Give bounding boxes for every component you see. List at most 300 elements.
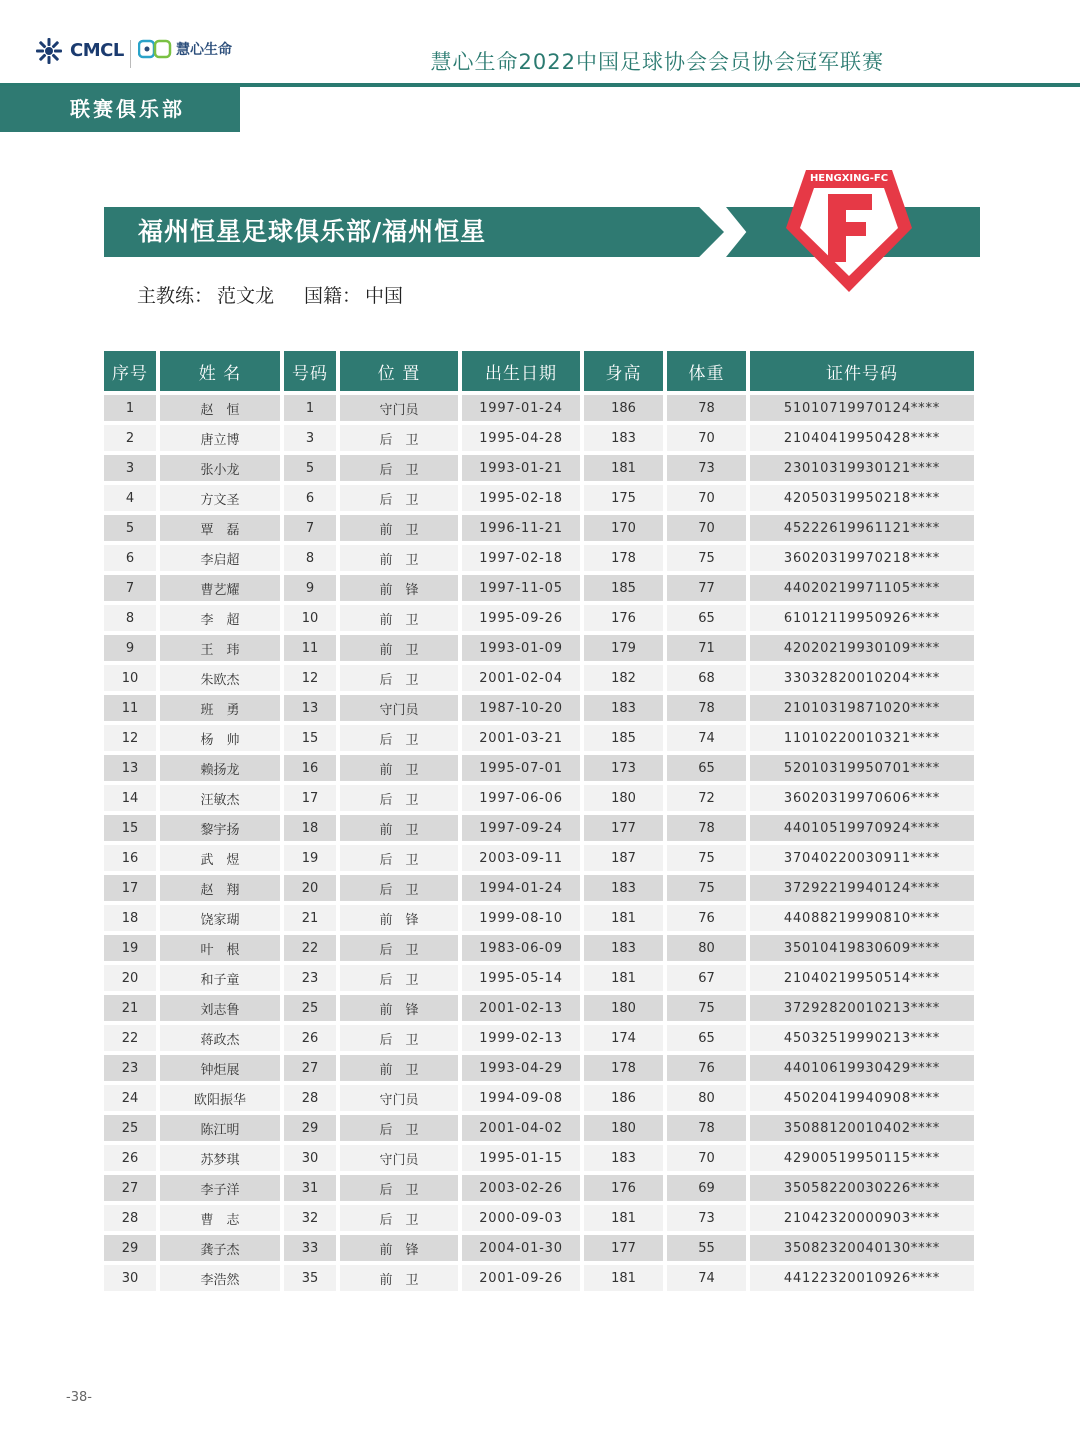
cell-height: 185 bbox=[584, 575, 663, 601]
cell-birthdate: 1994-01-24 bbox=[462, 875, 580, 901]
nationality-label: 国籍： bbox=[304, 285, 362, 307]
cell-weight: 70 bbox=[667, 485, 746, 511]
cell-weight: 70 bbox=[667, 515, 746, 541]
cell-index: 14 bbox=[104, 785, 156, 811]
cell-id-number: 44088219990810**** bbox=[750, 905, 974, 931]
cell-id-number: 11010220010321**** bbox=[750, 725, 974, 751]
cell-height: 178 bbox=[584, 545, 663, 571]
table-row bbox=[104, 1145, 974, 1171]
table-row bbox=[104, 1085, 974, 1111]
cell-id-number: 36020319970218**** bbox=[750, 545, 974, 571]
cell-id-number: 35058220030226**** bbox=[750, 1175, 974, 1201]
cell-height: 177 bbox=[584, 1235, 663, 1261]
cell-height: 181 bbox=[584, 1265, 663, 1291]
cell-number: 30 bbox=[284, 1145, 336, 1171]
cell-number: 9 bbox=[284, 575, 336, 601]
cell-index: 24 bbox=[104, 1085, 156, 1111]
cell-height: 186 bbox=[584, 1085, 663, 1111]
cell-birthdate: 1987-10-20 bbox=[462, 695, 580, 721]
cell-index: 6 bbox=[104, 545, 156, 571]
cell-birthdate: 1997-11-05 bbox=[462, 575, 580, 601]
cell-name: 赖扬龙 bbox=[160, 755, 280, 781]
table-row bbox=[104, 815, 974, 841]
cell-position: 守门员 bbox=[340, 1085, 458, 1111]
cell-id-number: 21040219950514**** bbox=[750, 965, 974, 991]
table-row bbox=[104, 755, 974, 781]
cell-position: 前 卫 bbox=[340, 605, 458, 631]
cell-index: 28 bbox=[104, 1205, 156, 1231]
cell-index: 16 bbox=[104, 845, 156, 871]
cell-birthdate: 1996-11-21 bbox=[462, 515, 580, 541]
cell-number: 27 bbox=[284, 1055, 336, 1081]
cell-number: 16 bbox=[284, 755, 336, 781]
huixin-logo bbox=[138, 38, 232, 62]
cell-id-number: 45020419940908**** bbox=[750, 1085, 974, 1111]
table-row bbox=[104, 935, 974, 961]
cell-birthdate: 1993-01-09 bbox=[462, 635, 580, 661]
club-badge-text: HENGXING-FC bbox=[809, 173, 889, 184]
cell-id-number: 33032820010204**** bbox=[750, 665, 974, 691]
cell-name: 曹 志 bbox=[160, 1205, 280, 1231]
cell-weight: 78 bbox=[667, 395, 746, 421]
cell-position: 后 卫 bbox=[340, 425, 458, 451]
table-row bbox=[104, 1205, 974, 1231]
cell-id-number: 21042320000903**** bbox=[750, 1205, 974, 1231]
table-row bbox=[104, 545, 974, 571]
cell-position: 后 卫 bbox=[340, 1205, 458, 1231]
cell-id-number: 42900519950115**** bbox=[750, 1145, 974, 1171]
cell-id-number: 42020219930109**** bbox=[750, 635, 974, 661]
table-row bbox=[104, 395, 974, 421]
cell-id-number: 21010319871020**** bbox=[750, 695, 974, 721]
cmcl-logo-icon bbox=[34, 36, 64, 66]
cell-position: 守门员 bbox=[340, 695, 458, 721]
cell-position: 前 卫 bbox=[340, 1265, 458, 1291]
cell-id-number: 52010319950701**** bbox=[750, 755, 974, 781]
cell-number: 32 bbox=[284, 1205, 336, 1231]
cell-birthdate: 1997-06-06 bbox=[462, 785, 580, 811]
table-row bbox=[104, 1175, 974, 1201]
cell-name: 王 玮 bbox=[160, 635, 280, 661]
cell-name: 朱欧杰 bbox=[160, 665, 280, 691]
cell-height: 174 bbox=[584, 1025, 663, 1051]
cell-weight: 69 bbox=[667, 1175, 746, 1201]
huixin-logo-text: 慧心生命 bbox=[176, 42, 232, 58]
cell-number: 29 bbox=[284, 1115, 336, 1141]
cell-position: 前 锋 bbox=[340, 995, 458, 1021]
cell-number: 25 bbox=[284, 995, 336, 1021]
cell-index: 26 bbox=[104, 1145, 156, 1171]
cell-weight: 72 bbox=[667, 785, 746, 811]
cell-birthdate: 2001-02-13 bbox=[462, 995, 580, 1021]
cell-name: 苏梦琪 bbox=[160, 1145, 280, 1171]
cell-number: 35 bbox=[284, 1265, 336, 1291]
cell-number: 6 bbox=[284, 485, 336, 511]
cell-name: 李 超 bbox=[160, 605, 280, 631]
cell-height: 183 bbox=[584, 695, 663, 721]
cell-position: 前 卫 bbox=[340, 545, 458, 571]
header-weight: 体重 bbox=[667, 351, 746, 391]
cell-id-number: 36020319970606**** bbox=[750, 785, 974, 811]
cell-index: 17 bbox=[104, 875, 156, 901]
cell-index: 11 bbox=[104, 695, 156, 721]
header-height: 身高 bbox=[584, 351, 663, 391]
cell-number: 28 bbox=[284, 1085, 336, 1111]
cell-id-number: 37292219940124**** bbox=[750, 875, 974, 901]
table-row bbox=[104, 605, 974, 631]
cell-height: 181 bbox=[584, 905, 663, 931]
cell-id-number: 37292820010213**** bbox=[750, 995, 974, 1021]
cell-number: 1 bbox=[284, 395, 336, 421]
cell-number: 11 bbox=[284, 635, 336, 661]
cell-position: 后 卫 bbox=[340, 845, 458, 871]
cell-weight: 77 bbox=[667, 575, 746, 601]
cell-weight: 75 bbox=[667, 995, 746, 1021]
roster-body bbox=[104, 395, 974, 1291]
cell-position: 后 卫 bbox=[340, 785, 458, 811]
cell-weight: 74 bbox=[667, 1265, 746, 1291]
cell-position: 前 锋 bbox=[340, 575, 458, 601]
cell-position: 后 卫 bbox=[340, 1115, 458, 1141]
cell-weight: 73 bbox=[667, 455, 746, 481]
cell-weight: 80 bbox=[667, 1085, 746, 1111]
cell-birthdate: 1995-01-15 bbox=[462, 1145, 580, 1171]
cell-index: 19 bbox=[104, 935, 156, 961]
cell-birthdate: 1995-09-26 bbox=[462, 605, 580, 631]
cell-birthdate: 2001-02-04 bbox=[462, 665, 580, 691]
cell-height: 183 bbox=[584, 1145, 663, 1171]
coach-name: 范文龙 bbox=[217, 285, 275, 307]
cell-index: 22 bbox=[104, 1025, 156, 1051]
table-header-row bbox=[104, 351, 974, 391]
club-name: 福州恒星足球俱乐部/福州恒星 bbox=[138, 217, 487, 246]
cell-name: 和子童 bbox=[160, 965, 280, 991]
cell-birthdate: 2004-01-30 bbox=[462, 1235, 580, 1261]
cell-id-number: 35082320040130**** bbox=[750, 1235, 974, 1261]
cell-index: 18 bbox=[104, 905, 156, 931]
cell-position: 后 卫 bbox=[340, 965, 458, 991]
header-name: 姓 名 bbox=[160, 351, 280, 391]
cell-weight: 75 bbox=[667, 845, 746, 871]
cell-height: 187 bbox=[584, 845, 663, 871]
cell-id-number: 45032519990213**** bbox=[750, 1025, 974, 1051]
cell-height: 181 bbox=[584, 1205, 663, 1231]
table-row bbox=[104, 455, 974, 481]
coach-info bbox=[137, 281, 407, 308]
cell-name: 方文圣 bbox=[160, 485, 280, 511]
cell-birthdate: 1995-05-14 bbox=[462, 965, 580, 991]
cell-birthdate: 2003-09-11 bbox=[462, 845, 580, 871]
cell-birthdate: 1997-01-24 bbox=[462, 395, 580, 421]
cell-position: 守门员 bbox=[340, 1145, 458, 1171]
cell-name: 李启超 bbox=[160, 545, 280, 571]
table-row bbox=[104, 1115, 974, 1141]
cell-number: 12 bbox=[284, 665, 336, 691]
cell-height: 181 bbox=[584, 965, 663, 991]
cell-name: 饶家瑚 bbox=[160, 905, 280, 931]
cell-index: 13 bbox=[104, 755, 156, 781]
header-index: 序号 bbox=[104, 351, 156, 391]
cell-index: 10 bbox=[104, 665, 156, 691]
cell-id-number: 61012119950926**** bbox=[750, 605, 974, 631]
cell-index: 30 bbox=[104, 1265, 156, 1291]
cell-birthdate: 1993-04-29 bbox=[462, 1055, 580, 1081]
cell-name: 武 煜 bbox=[160, 845, 280, 871]
cell-weight: 76 bbox=[667, 905, 746, 931]
cell-height: 180 bbox=[584, 995, 663, 1021]
cell-number: 31 bbox=[284, 1175, 336, 1201]
cell-index: 8 bbox=[104, 605, 156, 631]
table-row bbox=[104, 575, 974, 601]
cell-position: 前 卫 bbox=[340, 815, 458, 841]
cell-position: 守门员 bbox=[340, 395, 458, 421]
cell-name: 班 勇 bbox=[160, 695, 280, 721]
table-row bbox=[104, 665, 974, 691]
cell-position: 后 卫 bbox=[340, 665, 458, 691]
cell-number: 10 bbox=[284, 605, 336, 631]
cmcl-logo bbox=[34, 36, 124, 66]
cell-name: 杨 帅 bbox=[160, 725, 280, 751]
cell-id-number: 23010319930121**** bbox=[750, 455, 974, 481]
cell-position: 后 卫 bbox=[340, 935, 458, 961]
cell-position: 后 卫 bbox=[340, 875, 458, 901]
cell-number: 13 bbox=[284, 695, 336, 721]
cell-id-number: 44122320010926**** bbox=[750, 1265, 974, 1291]
cell-position: 后 卫 bbox=[340, 1025, 458, 1051]
table-row bbox=[104, 875, 974, 901]
cell-name: 欧阳振华 bbox=[160, 1085, 280, 1111]
table-row bbox=[104, 425, 974, 451]
cell-name: 叶 根 bbox=[160, 935, 280, 961]
table-row bbox=[104, 515, 974, 541]
cell-name: 陈江明 bbox=[160, 1115, 280, 1141]
cell-index: 23 bbox=[104, 1055, 156, 1081]
cell-id-number: 37040220030911**** bbox=[750, 845, 974, 871]
cell-name: 李子洋 bbox=[160, 1175, 280, 1201]
league-title: 慧心生命2022中国足球协会会员协会冠军联赛 bbox=[430, 50, 884, 74]
header-birthdate: 出生日期 bbox=[462, 351, 580, 391]
cell-number: 7 bbox=[284, 515, 336, 541]
cell-name: 汪敏杰 bbox=[160, 785, 280, 811]
cell-height: 186 bbox=[584, 395, 663, 421]
cell-birthdate: 2000-09-03 bbox=[462, 1205, 580, 1231]
cell-height: 183 bbox=[584, 425, 663, 451]
cell-number: 21 bbox=[284, 905, 336, 931]
table-row bbox=[104, 695, 974, 721]
cell-weight: 65 bbox=[667, 755, 746, 781]
cell-index: 29 bbox=[104, 1235, 156, 1261]
logo-divider bbox=[130, 40, 131, 68]
cell-weight: 67 bbox=[667, 965, 746, 991]
cell-height: 177 bbox=[584, 815, 663, 841]
table-row bbox=[104, 995, 974, 1021]
cell-name: 李浩然 bbox=[160, 1265, 280, 1291]
cell-height: 173 bbox=[584, 755, 663, 781]
cell-position: 前 卫 bbox=[340, 1055, 458, 1081]
cell-name: 刘志鲁 bbox=[160, 995, 280, 1021]
cell-weight: 65 bbox=[667, 605, 746, 631]
cell-weight: 80 bbox=[667, 935, 746, 961]
cell-weight: 65 bbox=[667, 1025, 746, 1051]
cell-height: 185 bbox=[584, 725, 663, 751]
table-row bbox=[104, 635, 974, 661]
cell-position: 前 锋 bbox=[340, 1235, 458, 1261]
cell-index: 3 bbox=[104, 455, 156, 481]
cell-number: 23 bbox=[284, 965, 336, 991]
cell-number: 20 bbox=[284, 875, 336, 901]
cell-name: 黎宇扬 bbox=[160, 815, 280, 841]
page-header bbox=[0, 0, 1080, 86]
cell-id-number: 35088120010402**** bbox=[750, 1115, 974, 1141]
header-id-number: 证件号码 bbox=[750, 351, 974, 391]
cell-id-number: 51010719970124**** bbox=[750, 395, 974, 421]
cell-height: 170 bbox=[584, 515, 663, 541]
cell-weight: 71 bbox=[667, 635, 746, 661]
cell-id-number: 42050319950218**** bbox=[750, 485, 974, 511]
huixin-logo-icon bbox=[138, 38, 172, 62]
cell-birthdate: 2003-02-26 bbox=[462, 1175, 580, 1201]
cell-birthdate: 1983-06-09 bbox=[462, 935, 580, 961]
cell-number: 5 bbox=[284, 455, 336, 481]
cell-id-number: 21040419950428**** bbox=[750, 425, 974, 451]
cell-birthdate: 1999-02-13 bbox=[462, 1025, 580, 1051]
cell-weight: 75 bbox=[667, 875, 746, 901]
cell-weight: 68 bbox=[667, 665, 746, 691]
cell-index: 1 bbox=[104, 395, 156, 421]
cell-number: 18 bbox=[284, 815, 336, 841]
cell-birthdate: 2001-09-26 bbox=[462, 1265, 580, 1291]
cell-birthdate: 1995-02-18 bbox=[462, 485, 580, 511]
cell-height: 181 bbox=[584, 455, 663, 481]
roster-table bbox=[100, 347, 978, 1295]
cell-height: 176 bbox=[584, 1175, 663, 1201]
cell-number: 3 bbox=[284, 425, 336, 451]
cell-position: 后 卫 bbox=[340, 1175, 458, 1201]
cell-height: 175 bbox=[584, 485, 663, 511]
cell-id-number: 44010619930429**** bbox=[750, 1055, 974, 1081]
cell-height: 178 bbox=[584, 1055, 663, 1081]
coach-label: 主教练： bbox=[137, 285, 214, 307]
table-row bbox=[104, 965, 974, 991]
cell-name: 曹艺耀 bbox=[160, 575, 280, 601]
nationality-value: 中国 bbox=[365, 285, 404, 307]
table-row bbox=[104, 785, 974, 811]
cell-name: 张小龙 bbox=[160, 455, 280, 481]
cell-position: 后 卫 bbox=[340, 485, 458, 511]
cell-position: 后 卫 bbox=[340, 455, 458, 481]
page-number: -38- bbox=[66, 1390, 92, 1405]
section-tab: 联赛俱乐部 bbox=[0, 86, 240, 132]
cell-height: 180 bbox=[584, 1115, 663, 1141]
cell-height: 176 bbox=[584, 605, 663, 631]
cell-index: 5 bbox=[104, 515, 156, 541]
table-row bbox=[104, 1055, 974, 1081]
header-number: 号码 bbox=[284, 351, 336, 391]
cell-index: 25 bbox=[104, 1115, 156, 1141]
cell-birthdate: 1995-04-28 bbox=[462, 425, 580, 451]
cell-position: 前 锋 bbox=[340, 905, 458, 931]
cell-birthdate: 2001-04-02 bbox=[462, 1115, 580, 1141]
table-row bbox=[104, 1025, 974, 1051]
cell-index: 9 bbox=[104, 635, 156, 661]
cell-index: 12 bbox=[104, 725, 156, 751]
cell-birthdate: 1999-08-10 bbox=[462, 905, 580, 931]
cell-name: 龚子杰 bbox=[160, 1235, 280, 1261]
cell-index: 15 bbox=[104, 815, 156, 841]
cell-height: 182 bbox=[584, 665, 663, 691]
cell-index: 2 bbox=[104, 425, 156, 451]
cell-birthdate: 2001-03-21 bbox=[462, 725, 580, 751]
cell-number: 17 bbox=[284, 785, 336, 811]
table-row bbox=[104, 725, 974, 751]
cell-name: 赵 翔 bbox=[160, 875, 280, 901]
cell-index: 4 bbox=[104, 485, 156, 511]
cell-name: 覃 磊 bbox=[160, 515, 280, 541]
cell-number: 15 bbox=[284, 725, 336, 751]
cell-id-number: 44020219971105**** bbox=[750, 575, 974, 601]
table-row bbox=[104, 485, 974, 511]
cell-weight: 78 bbox=[667, 1115, 746, 1141]
cell-id-number: 44010519970924**** bbox=[750, 815, 974, 841]
cell-number: 22 bbox=[284, 935, 336, 961]
cell-weight: 55 bbox=[667, 1235, 746, 1261]
cell-weight: 75 bbox=[667, 545, 746, 571]
cell-birthdate: 1993-01-21 bbox=[462, 455, 580, 481]
cell-birthdate: 1994-09-08 bbox=[462, 1085, 580, 1111]
cell-height: 183 bbox=[584, 935, 663, 961]
cell-height: 179 bbox=[584, 635, 663, 661]
cell-name: 蒋政杰 bbox=[160, 1025, 280, 1051]
cell-name: 赵 恒 bbox=[160, 395, 280, 421]
club-badge-icon bbox=[784, 166, 914, 296]
cell-number: 19 bbox=[284, 845, 336, 871]
table-row bbox=[104, 1265, 974, 1291]
cmcl-logo-text: CMCL bbox=[70, 40, 124, 61]
cell-index: 27 bbox=[104, 1175, 156, 1201]
table-row bbox=[104, 845, 974, 871]
cell-position: 前 卫 bbox=[340, 515, 458, 541]
cell-birthdate: 1995-07-01 bbox=[462, 755, 580, 781]
cell-index: 21 bbox=[104, 995, 156, 1021]
cell-birthdate: 1997-09-24 bbox=[462, 815, 580, 841]
cell-weight: 78 bbox=[667, 815, 746, 841]
cell-id-number: 45222619961121**** bbox=[750, 515, 974, 541]
table-row bbox=[104, 1235, 974, 1261]
cell-index: 7 bbox=[104, 575, 156, 601]
cell-weight: 78 bbox=[667, 695, 746, 721]
cell-position: 前 卫 bbox=[340, 755, 458, 781]
header-position: 位 置 bbox=[340, 351, 458, 391]
cell-name: 钟炬展 bbox=[160, 1055, 280, 1081]
cell-birthdate: 1997-02-18 bbox=[462, 545, 580, 571]
cell-height: 180 bbox=[584, 785, 663, 811]
cell-weight: 73 bbox=[667, 1205, 746, 1231]
cell-weight: 74 bbox=[667, 725, 746, 751]
cell-index: 20 bbox=[104, 965, 156, 991]
cell-id-number: 35010419830609**** bbox=[750, 935, 974, 961]
cell-weight: 70 bbox=[667, 1145, 746, 1171]
cell-position: 前 卫 bbox=[340, 635, 458, 661]
cell-weight: 70 bbox=[667, 425, 746, 451]
cell-position: 后 卫 bbox=[340, 725, 458, 751]
table-row bbox=[104, 905, 974, 931]
cell-weight: 76 bbox=[667, 1055, 746, 1081]
cell-number: 26 bbox=[284, 1025, 336, 1051]
cell-height: 183 bbox=[584, 875, 663, 901]
cell-number: 8 bbox=[284, 545, 336, 571]
cell-name: 唐立博 bbox=[160, 425, 280, 451]
cell-number: 33 bbox=[284, 1235, 336, 1261]
